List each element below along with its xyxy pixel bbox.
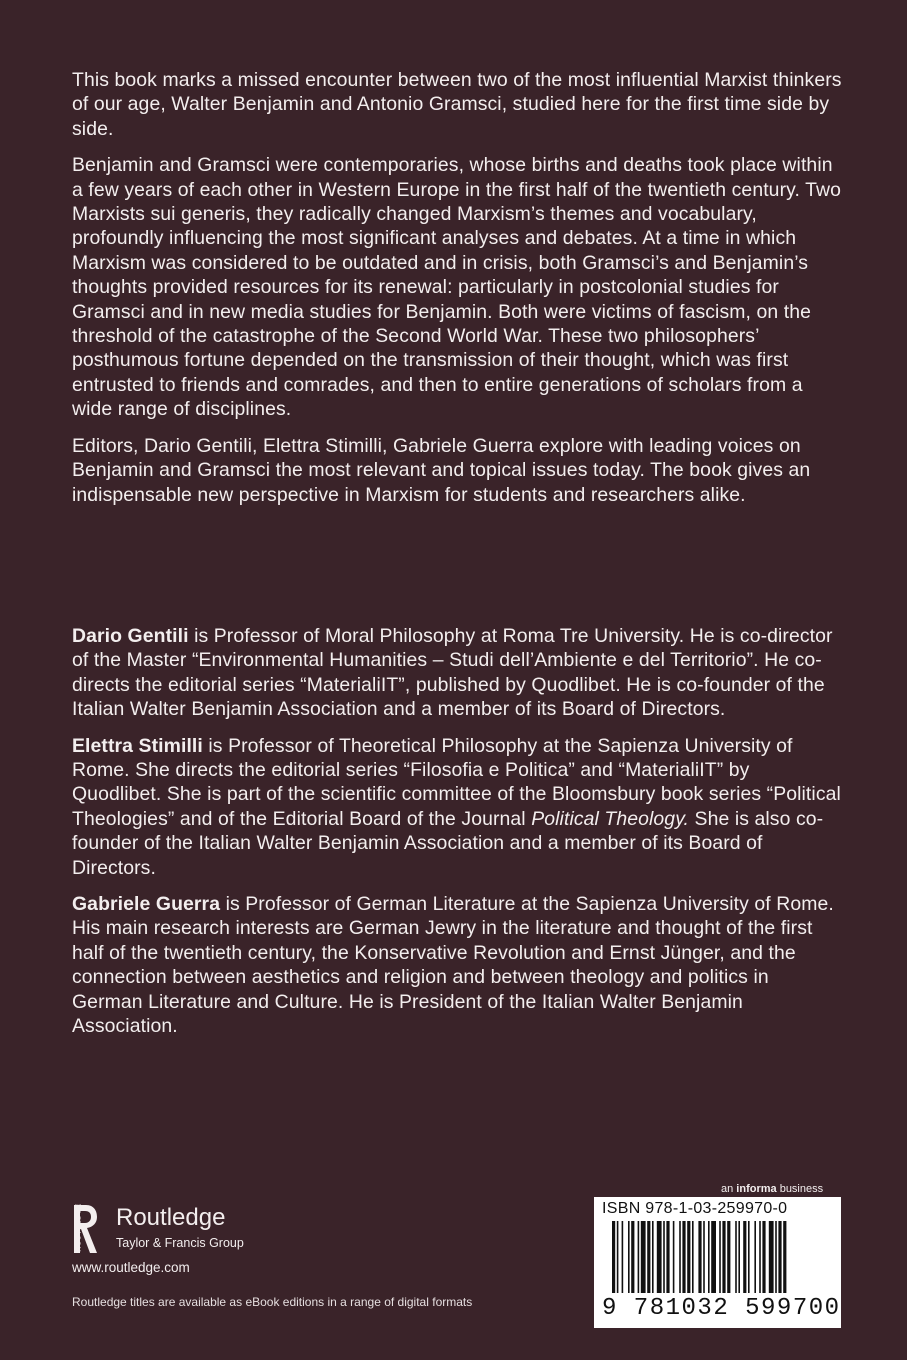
barcode-bar <box>673 1221 675 1293</box>
barcode-bar <box>762 1221 765 1293</box>
barcode-bar <box>719 1221 721 1293</box>
barcode-bar <box>647 1221 650 1293</box>
barcode-bar <box>663 1221 665 1293</box>
barcode-bar <box>783 1221 786 1293</box>
description-paragraph-2: Benjamin and Gramsci were contemporaries, whose births and deaths took place within a few years of each other in Western Europe in the first half of the twentieth century. Two Marxists sui generis, they radically changed Marxism’s themes and vocabulary, profoundly influencing the most significant analyses and debates. At a time in which Marxism was considered to be outdated and in crisis, both Gramsci’s and Benjamin’s thoughts provided resources for its renewal: particularly in postcolonial studies for Gramsci and in new media studies for Benjamin. Both were victims of fascism, on the threshold of the catastrophe of the Second World War. These two philosophers’ posthumous fortune depended on the transmission of their thought, which was first entrusted to friends and comrades, and then to entire generations of scholars from a wide range of disciplines. <box>72 154 841 421</box>
informa-brand: informa <box>736 1183 777 1195</box>
barcode-bar <box>775 1221 777 1293</box>
informa-business-label <box>721 1183 823 1195</box>
publisher-website[interactable]: www.routledge.com <box>72 1260 190 1275</box>
barcode-bar <box>708 1221 710 1293</box>
barcode-bar <box>769 1221 774 1293</box>
barcode-digits: 9 781032 599700 <box>602 1295 841 1322</box>
book-description <box>72 68 842 519</box>
barcode-bar <box>652 1221 654 1293</box>
editor-biographies <box>72 624 842 1051</box>
barcode-bar <box>759 1221 761 1293</box>
bio-stimilli-text-b: She is also co-founder of the Italian Walter Benjamin Association and a member of its Board of Directors. <box>72 807 824 879</box>
barcode-bar <box>641 1221 646 1293</box>
ebook-formats-note: Routledge titles are available as eBook editions in a range of digital formats <box>72 1295 473 1309</box>
barcode-bar <box>698 1221 701 1293</box>
barcode-bar <box>778 1221 781 1293</box>
bio-stimilli-journal: Political Theology. <box>531 807 690 830</box>
barcode-bar <box>638 1221 640 1293</box>
isbn-text: ISBN 978-1-03-259970-0 <box>602 1200 788 1217</box>
bio-stimilli <box>72 734 842 880</box>
publisher-group: Taylor & Francis Group <box>116 1236 244 1250</box>
publisher-name: Routledge <box>116 1204 226 1231</box>
barcode-bar <box>727 1221 730 1293</box>
barcode-bar <box>692 1221 694 1293</box>
barcode-bar <box>612 1221 615 1293</box>
description-paragraph-3: Editors, Dario Gentili, Elettra Stimilli, Gabriele Guerra explore with leading voices on Benjamin and Gramsci the most relevant and topical issues today. The book gives an indispensable new perspective in Marxism for students and researchers alike. <box>72 434 811 506</box>
bio-stimilli-text-a: is Professor of Theoretical Philosophy at the Sapienza University of Rome. She directs the editorial series “Filosofia e Politica” and “MaterialiIT” by Quodlibet. She is part of the scientific committee of the Bloomsbury book series “Political Theologies” and of the Editorial Board of the Journal <box>72 734 841 830</box>
barcode-bar <box>703 1221 705 1293</box>
informa-prefix: an <box>721 1183 737 1195</box>
routledge-vertical-label: ROUTLEDGE <box>75 1203 83 1252</box>
barcode-bar <box>743 1221 746 1293</box>
bio-guerra <box>72 892 842 1038</box>
bio-gentili-text: is Professor of Moral Philosophy at Roma Tre University. He is co-director of the Master “Environmental Humanities – Studi dell’Ambiente e del Territorio”. He co-directs the editorial series “MaterialiIT”, published by Quodlibet. He is co-founder of the Italian Walter Benjamin Association and a member of its Board of Directors. <box>72 625 833 721</box>
barcode-bars <box>600 1221 835 1295</box>
barcode-bar <box>738 1221 740 1293</box>
bio-guerra-name: Gabriele Guerra <box>72 893 221 916</box>
barcode-bar <box>657 1221 662 1293</box>
barcode-bar <box>617 1221 619 1293</box>
barcode-bar <box>622 1221 624 1293</box>
barcode-bar <box>628 1221 630 1293</box>
bio-stimilli-name: Elettra Stimilli <box>72 734 203 757</box>
barcode-bar <box>722 1221 725 1293</box>
barcode-bar <box>666 1221 669 1293</box>
barcode-bar <box>687 1221 690 1293</box>
barcode-bar <box>748 1221 750 1293</box>
bio-guerra-text: is Professor of German Literature at the Sapienza University of Rome. His main research interests are German Jewry in the literature and thought of the first half of the twentieth century, the Konservative Revolution and Ernst Jünger, and the connection between aesthetics and religion and between theology and politics in German Literature and Culture. He is President of the Italian Walter Benjamin Association. <box>72 893 834 1038</box>
bio-gentili-name: Dario Gentili <box>72 625 189 647</box>
barcode-bar <box>711 1221 716 1293</box>
informa-suffix: business <box>776 1183 824 1195</box>
routledge-logo-icon <box>70 1203 100 1255</box>
barcode-bar <box>682 1221 685 1293</box>
bio-gentili <box>72 624 842 722</box>
barcode-bar <box>735 1221 737 1293</box>
publisher-logo <box>70 1200 310 1260</box>
barcode-bar <box>631 1221 634 1293</box>
barcode-bar <box>754 1221 756 1293</box>
description-paragraph-1: This book marks a missed encounter between two of the most influential Marxist thinkers of our age, Walter Benjamin and Antonio Gramsci, studied here for the first time side by side. <box>72 69 842 140</box>
barcode-bar <box>679 1221 681 1293</box>
isbn-barcode <box>594 1197 841 1328</box>
